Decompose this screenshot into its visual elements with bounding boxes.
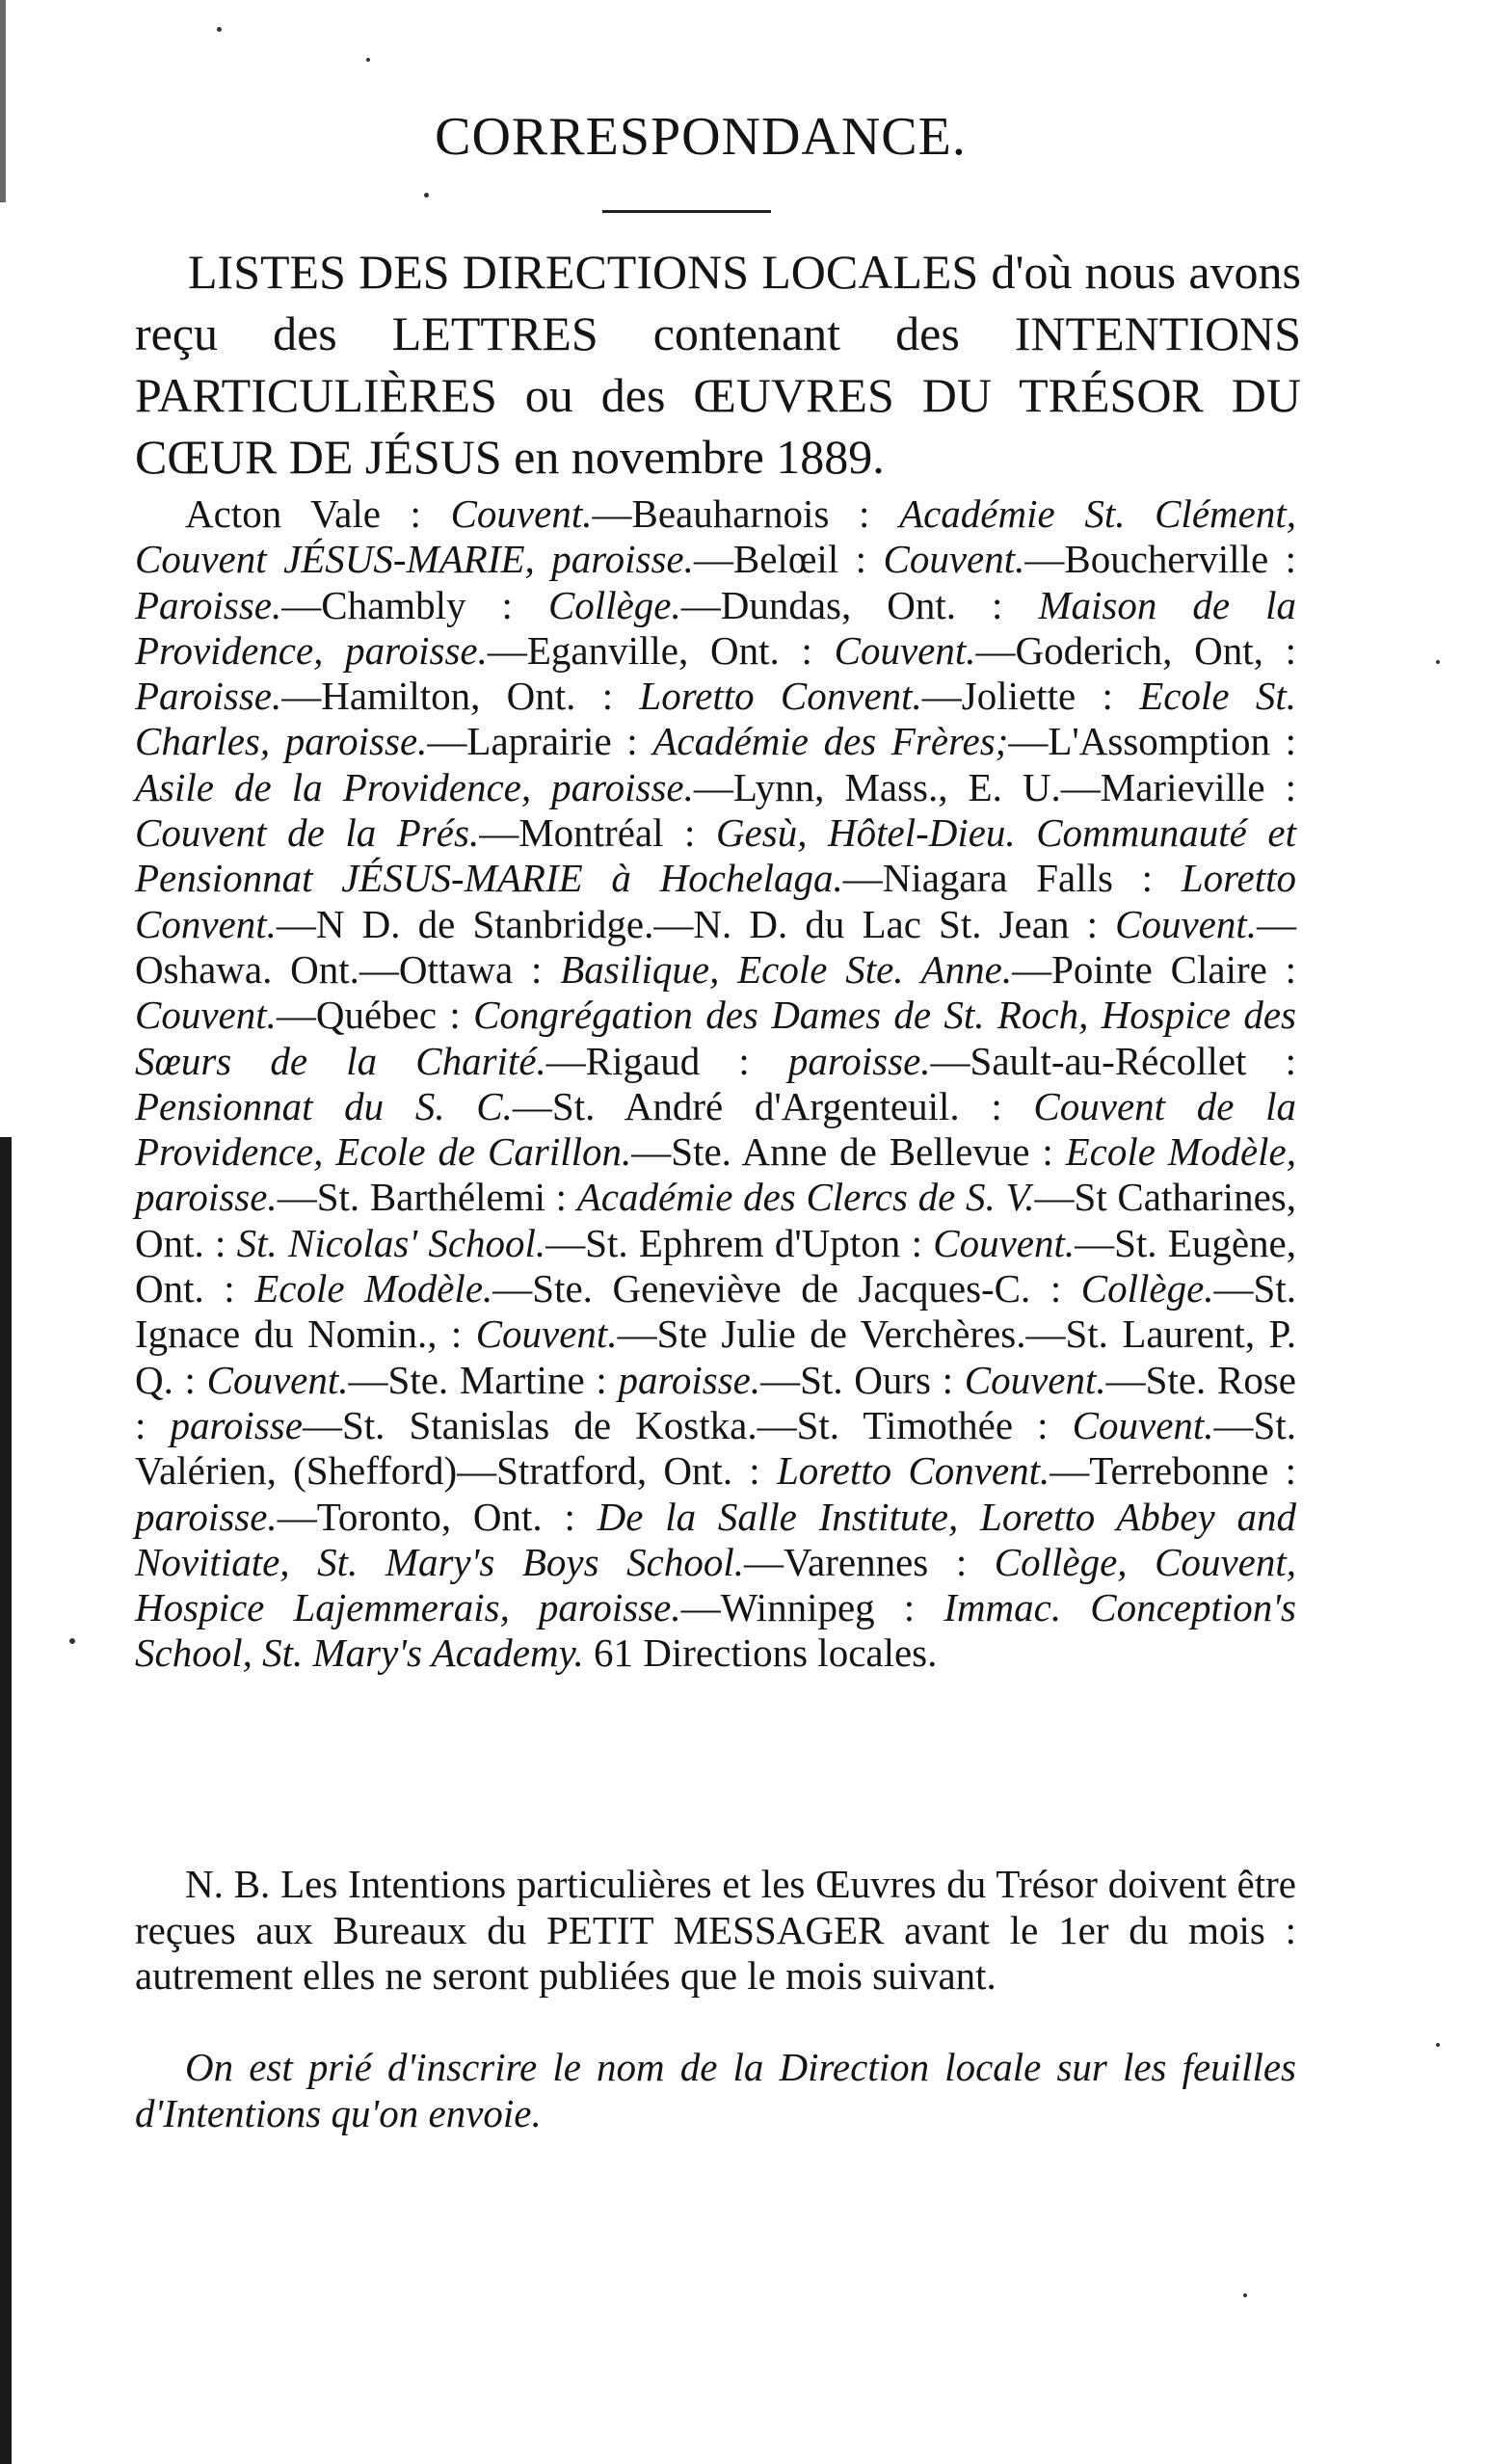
direction-place: St. Ignace du Nomin., [135,1266,1296,1357]
direction-place: Stratford, Ont. [496,1448,733,1494]
direction-place: Hamilton, Ont. [321,674,576,719]
direction-entry: Sault-au-Récollet : Pensionnat du S. C.— [135,1038,1296,1128]
direction-place: St. Valérien, (Shefford) [135,1402,1296,1494]
direction-place: Acton Vale [185,491,381,536]
direction-place: Québec [315,993,438,1038]
note-paragraph [135,2045,1296,2136]
direction-place: St. Ephrem d'Upton [585,1220,901,1265]
direction-institutions: Couvent. [933,1220,1076,1265]
direction-entry: Stratford, Ont. : Loretto Convent.— [496,1448,1090,1494]
direction-institutions: Couvent. [475,1311,618,1357]
direction-entry: Ste Julie de Verchères.— [656,1311,1066,1357]
direction-place: Eganville, Ont. [526,627,780,673]
direction-entry: Acton Vale : Couvent.— [185,491,632,536]
direction-place: Lynn, Mass., E. U. [732,764,1061,809]
direction-institutions: Gesù, Hôtel-Dieu. Communauté et Pensionnat JÉSUS-MARIE à Hochelaga. [135,810,1296,901]
direction-entry: St. Ignace du Nomin., : Couvent.— [135,1266,1296,1357]
direction-entry: N. D. du Lac St. Jean : Couvent.— [693,901,1296,946]
nb-text: N. B. Les Intentions particulières et les Œuvres du Trésor doivent être reçues aux Bureaux du PETIT MESSAGER avant le 1er du mois : autrement elles ne seront publiées que le mois suivant. [135,1862,1296,1998]
direction-institutions: paroisse [170,1402,303,1447]
direction-place: Laprairie [466,719,612,764]
ink-speck [366,58,370,62]
direction-entry: Varennes : Collège, Couvent, Hospice Lajemmerais, paroisse.— [135,1539,1296,1630]
direction-institutions: Loretto Convent. [776,1448,1050,1494]
direction-institutions: Ecole Modèle, paroisse. [135,1129,1296,1220]
direction-institutions: Asile de la Providence, paroisse. [135,764,694,809]
direction-institutions: Immac. Conception's School, St. Mary's Academy. [135,1585,1296,1676]
direction-entry: Hamilton, Ont. : Loretto Convent.— [321,674,962,719]
ink-speck [217,27,222,32]
ink-speck [1243,2293,1247,2297]
direction-entry: L'Assomption : Asile de la Providence, paroisse.— [135,719,1296,809]
direction-place: St Catharines, Ont. [135,1175,1296,1265]
direction-institutions: paroisse. [787,1038,931,1083]
direction-place: St. André d'Argenteuil. [551,1083,960,1128]
directions-list [135,491,1296,1677]
direction-place: St. Timothée [796,1402,1014,1447]
direction-place: Dundas, Ont. [720,582,956,627]
direction-entry: Winnipeg : Immac. Conception's School, St. Mary's Academy. [135,1585,1296,1676]
ink-speck [1436,2043,1440,2047]
note-text: On est prié d'inscrire le nom de la Direction locale sur les feuilles d'Intentions qu'on envoie. [135,2045,1296,2135]
direction-entry: Belœil : Couvent.— [732,537,1065,582]
direction-place: Sault-au-Récollet [970,1038,1247,1083]
direction-institutions: Ecole Modèle. [254,1266,493,1311]
ink-speck [69,1638,75,1644]
direction-place: Joliette [961,674,1076,719]
direction-entry: St Catharines, Ont. : St. Nicolas' School.— [135,1175,1296,1265]
direction-place: Boucherville [1064,537,1269,582]
page-edge-shadow-top [0,0,6,202]
direction-entry: St. Timothée : Couvent.— [796,1402,1254,1447]
page-title [0,106,1488,168]
direction-institutions: Paroisse. [135,674,282,719]
direction-place: Varennes [783,1539,929,1584]
direction-place: St. Ours [800,1357,931,1402]
direction-place: Marieville [1100,764,1265,809]
direction-place: Niagara Falls [882,856,1113,901]
direction-entry: St. Ours : Couvent.— [800,1357,1146,1402]
direction-place: N D. de Stanbridge. [315,901,654,946]
direction-institutions: paroisse. [618,1357,761,1402]
title-rule [602,210,771,213]
page-title-text: CORRESPONDANCE. [435,107,967,167]
direction-institutions: Collège. [547,582,681,627]
direction-institutions: Paroisse. [135,582,282,627]
direction-entry: Montréal : Gesù, Hôtel-Dieu. Communauté et Pensionnat JÉSUS-MARIE à Hochelaga.— [135,810,1296,901]
direction-place: Chambly [321,582,466,627]
direction-institutions: Couvent. [1072,1402,1214,1447]
direction-entry: St. Stanislas de Kostka.— [341,1402,797,1447]
direction-institutions: Académie des Clercs de S. V. [576,1175,1035,1220]
direction-institutions: Couvent de la Prés. [135,810,480,856]
direction-place: Ste. Rose [1145,1357,1296,1402]
direction-place: St. Eugène, Ont. [135,1220,1296,1311]
direction-institutions: paroisse. [135,1494,278,1539]
direction-institutions: Couvent. [206,1357,349,1402]
direction-entry: Québec : Congrégation des Dames de St. Roch, Hospice des Sœurs de la Charité.— [135,993,1296,1083]
intro-paragraph [135,241,1301,488]
direction-institutions: Couvent. [964,1357,1106,1402]
direction-entry: Ste. Anne de Bellevue : Ecole Modèle, paroisse.— [135,1129,1296,1220]
direction-entry: St. Valérien, (Shefford)— [135,1402,1296,1494]
direction-entry: Ste. Geneviève de Jacques-C. : Collège.— [532,1266,1254,1311]
direction-entry: St. André d'Argenteuil. : Couvent de la Providence, Ecole de Carillon.— [135,1083,1296,1175]
direction-place: Toronto, Ont. [316,1494,543,1539]
direction-institutions: Loretto Convent. [639,674,922,719]
direction-entry: Eganville, Ont. : Couvent.— [526,627,1016,673]
direction-institutions: Loretto Convent. [135,856,1296,946]
direction-entry: Niagara Falls : Loretto Convent.— [135,856,1296,946]
direction-entry: Dundas, Ont. : Maison de la Providence, paroisse.— [135,582,1296,673]
direction-institutions: Académie des Frères; [652,719,1009,764]
direction-entry: Pointe Claire : Couvent.— [135,946,1296,1038]
direction-place: Goderich, Ont, [1015,627,1263,673]
direction-institutions: Couvent. [834,627,976,673]
direction-institutions: St. Nicolas' School. [236,1220,546,1265]
direction-place: Ste. Anne de Bellevue [671,1129,1030,1175]
direction-place: N. D. du Lac St. Jean [693,901,1070,946]
direction-entry: Beauharnois : Académie St. Clément, Couvent JÉSUS-MARIE, paroisse.— [135,491,1296,582]
direction-institutions: Basilique, Ecole Ste. Anne. [560,946,1013,992]
direction-place: Oshawa. Ont. [135,946,359,992]
intro-text: LISTES DES DIRECTIONS LOCALES d'où nous avons reçu des LETTRES contenant des INTENTIONS PARTICULIÈRES ou des ŒUVRES DU TRÉSOR DU CŒUR DE JÉSUS en novembre 1889. [135,245,1301,484]
direction-entry: Ste. Martine : paroisse.— [387,1357,801,1402]
direction-place: Ste. Martine [387,1357,585,1402]
direction-institutions: Couvent. [135,993,277,1038]
direction-place: Winnipeg [720,1585,875,1630]
direction-place: Ste. Geneviève de Jacques-C. [532,1266,1031,1311]
direction-entry: Chambly : Collège.— [321,582,721,627]
direction-place: Terrebonne [1089,1448,1269,1494]
direction-entry: Goderich, Ont, : Paroisse.— [135,627,1296,719]
direction-entry: Oshawa. Ont.— [135,946,399,992]
direction-institutions: Couvent. [450,491,593,536]
direction-entry: Terrebonne : paroisse.— [135,1448,1296,1539]
direction-place: Pointe Claire [1051,946,1267,992]
direction-institutions: Maison de la Providence, paroisse. [135,582,1296,673]
direction-entry: N D. de Stanbridge.— [315,901,694,946]
ink-speck [1436,660,1440,664]
direction-entry: Laprairie : Académie des Frères;— [466,719,1049,764]
direction-institutions: Pensionnat du S. C. [135,1083,513,1128]
direction-institutions: Ecole St. Charles, paroisse. [135,674,1296,764]
direction-institutions: Académie St. Clément, Couvent JÉSUS-MARIE, paroisse. [135,491,1296,582]
directions-total: 61 Directions locales. [594,1630,938,1676]
direction-institutions: De la Salle Institute, Loretto Abbey and Novitiate, St. Mary's Boys School. [135,1494,1296,1584]
direction-entry: St. Barthélemi : Académie des Clercs de S. V.— [316,1175,1075,1220]
direction-place: Montréal [518,810,664,856]
direction-institutions: Couvent. [1115,901,1257,946]
direction-institutions: Collège. [1080,1266,1214,1311]
direction-entry: St. Laurent, P. Q. : Couvent.— [135,1311,1296,1402]
direction-entry: Lynn, Mass., E. U.— [732,764,1101,809]
direction-place: L'Assomption [1048,719,1270,764]
direction-entry: Marieville : Couvent de la Prés.— [135,764,1296,856]
direction-entry: Boucherville : Paroisse.— [135,537,1296,627]
direction-institutions: Couvent de la Providence, Ecole de Carillon. [135,1083,1296,1175]
direction-place: Ste Julie de Verchères. [656,1311,1026,1357]
direction-institutions: Congrégation des Dames de St. Roch, Hospice des Sœurs de la Charité. [135,993,1296,1083]
direction-entry: Rigaud : paroisse.— [585,1038,970,1083]
direction-place: Rigaud [585,1038,701,1083]
page-edge-shadow [0,1137,12,2464]
direction-place: Ottawa [398,946,514,992]
direction-entry: St. Eugène, Ont. : Ecole Modèle.— [135,1220,1296,1311]
direction-entry: Ste. Rose : paroisse— [135,1357,1296,1447]
direction-place: St. Stanislas de Kostka. [341,1402,757,1447]
nb-paragraph [135,1862,1296,2000]
direction-entry: St. Ephrem d'Upton : Couvent.— [585,1220,1115,1265]
direction-entry: Joliette : Ecole St. Charles, paroisse.— [135,674,1296,764]
direction-institutions: Couvent. [883,537,1025,582]
direction-place: St. Barthélemi [316,1175,545,1220]
direction-place: St. Laurent, P. Q. [135,1311,1296,1402]
ink-speck [424,193,429,198]
direction-place: Beauharnois [631,491,830,536]
direction-place: Belœil [732,537,839,582]
direction-institutions: Collège, Couvent, Hospice Lajemmerais, paroisse. [135,1539,1296,1630]
direction-entry: Ottawa : Basilique, Ecole Ste. Anne.— [398,946,1052,992]
direction-entry: Toronto, Ont. : De la Salle Institute, Loretto Abbey and Novitiate, St. Mary's Boys School.— [135,1494,1296,1584]
